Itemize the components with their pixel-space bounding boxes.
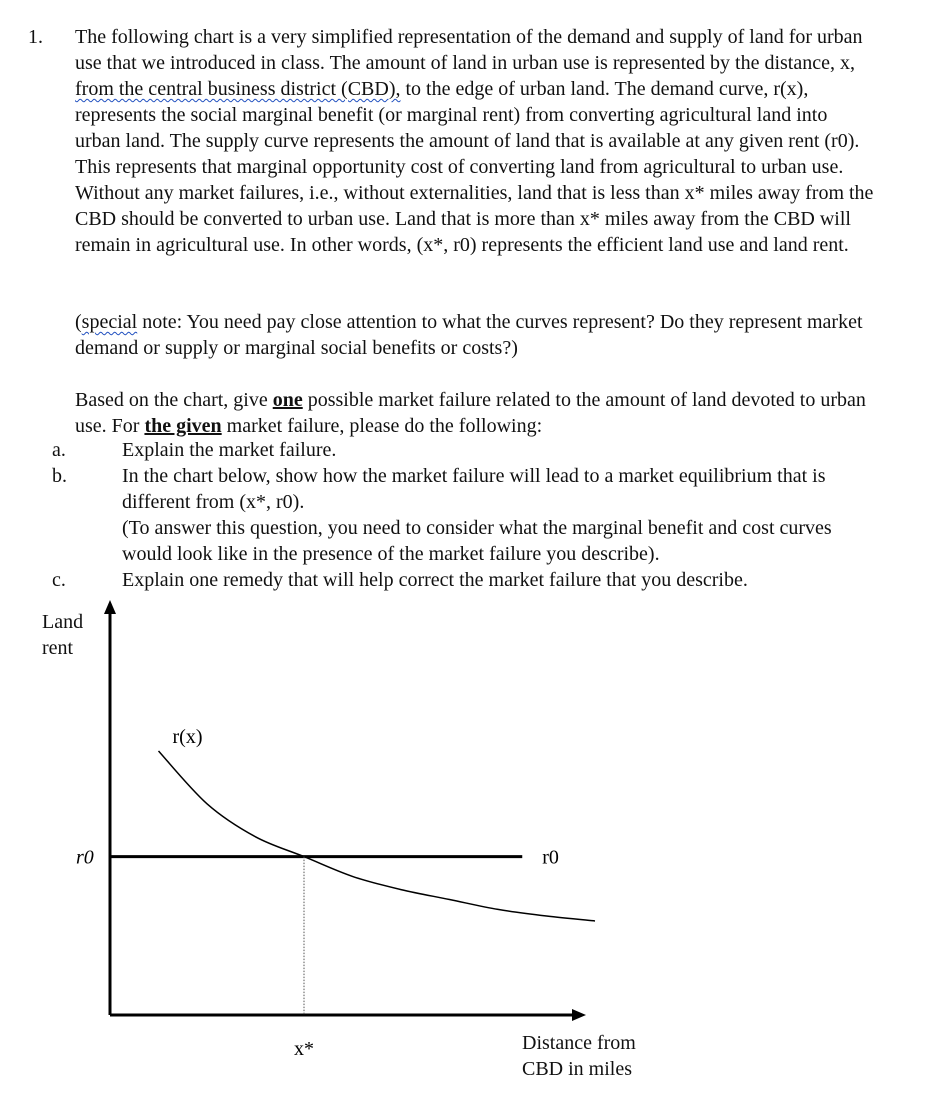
intro-text-1: The following chart is a very simplified representation of the demand and supply of land for urban use that we introduced in class. The amount of land in urban use is represented by the distance, x, [75,26,863,74]
item-b-note: (To answer this question, you need to consider what the marginal benefit and cost curves would look like in the presence of the market failure you describe). [122,517,832,565]
item-c-letter: c. [52,569,66,591]
item-b-text: In the chart below, show how the market failure will lead to a market equilibrium that is different from (x*, r0). [122,465,826,513]
item-a-letter: a. [52,439,66,461]
emphasis-one: one [272,389,303,411]
note-open-paren: ( [75,311,82,333]
x-axis-tick-x-star: x* [294,1038,314,1060]
y-axis-tick-r0: r0 [76,846,94,869]
x-axis-label-line1: Distance from [522,1032,636,1054]
supply-line-label-right: r0 [542,846,559,869]
y-axis-label-line2: rent [42,637,74,659]
demand-curve-label: r(x) [172,726,203,748]
task-text-2: possible market failure related to the amount of land devoted to urban use. For [75,389,866,437]
question-number: 1. [28,26,43,48]
note-text: note: You need pay close attention to what the curves represent? Do they represent market demand or supply or marginal social benefits or costs?) [75,311,863,359]
y-axis-label-line1: Land [42,611,84,633]
x-axis-label-line2: CBD in miles [522,1058,633,1080]
item-a-text: Explain the market failure. [122,439,337,461]
emphasis-the-given: the given [144,415,222,437]
task-text-1: Based on the chart, give [75,389,273,411]
demand-curve-r-x [159,751,596,921]
item-c-text: Explain one remedy that will help correct the market failure that you describe. [122,569,748,591]
item-b-letter: b. [52,465,67,487]
cbd-link[interactable]: from the central business district (CBD), [75,78,401,100]
special-link[interactable]: special [81,311,138,333]
intro-text-2: to the edge of urban land. The demand curve, r(x), represents the social marginal benefit (or marginal rent) from converting agricultural land into urban land. The supply curve represents the amount of land that is available at any given rent (r0). This represents that marginal opportunity cost of converting land from agricultural to urban use. Without any market failures, i.e., without externalities, land that is less than x* miles away from the CBD should be converted to urban use. Land that is more than x* miles away from the CBD will remain in agricultural use. In other words, (x*, r0) represents the efficient land use and land rent. [75,78,874,256]
x-axis-arrowhead [572,1009,586,1021]
task-text-3: market failure, please do the following: [221,415,543,437]
y-axis-arrowhead [104,600,116,614]
